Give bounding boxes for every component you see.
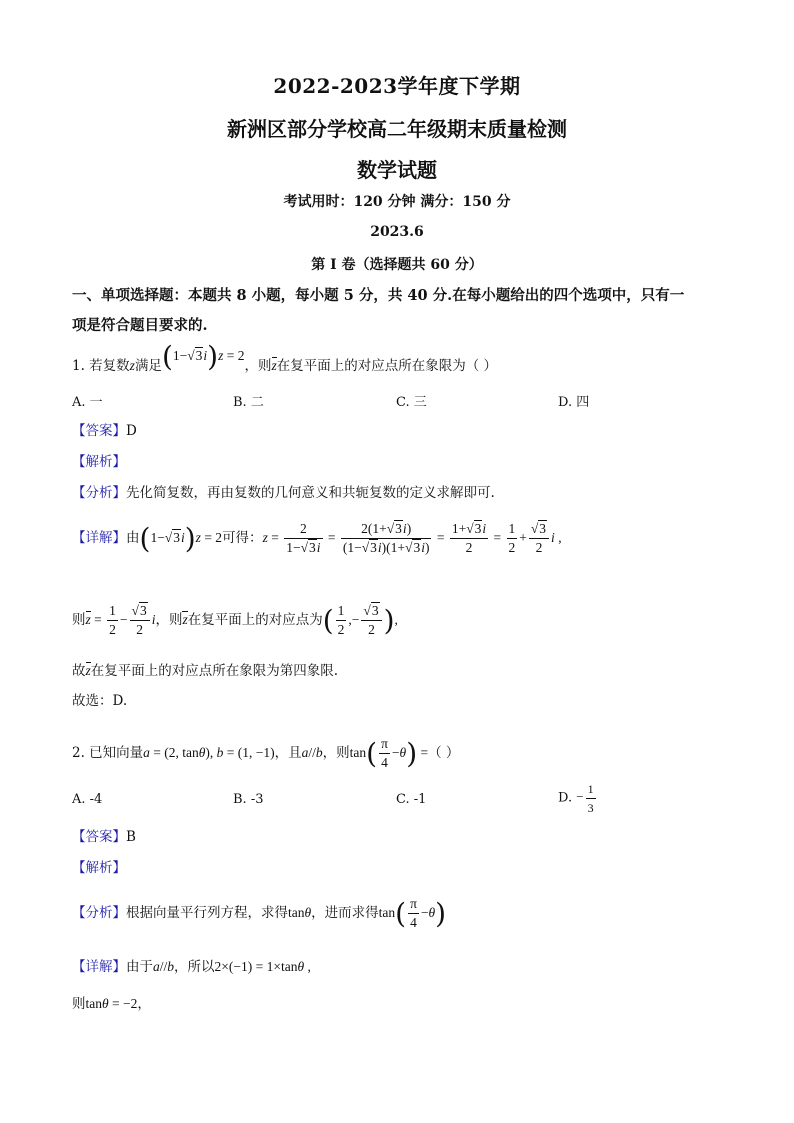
q1-option-d: D. 四 xyxy=(558,395,590,410)
q2-fenxi: 【分析】根据向量平行列方程，求得tanθ，进而求得tan( $\frac{\pi}{4}$ −θ) xyxy=(72,896,447,931)
question-2: 2. 已知向量a = (2, tanθ), b = (1, −1)，且a//b，则tan( $\frac{\pi}{4}$ −θ) =（ ） xyxy=(72,736,460,771)
q1-option-b: B. 二 xyxy=(233,395,264,410)
q1-option-c: C. 三 xyxy=(396,395,427,410)
question-1: 1. 若复数z满足(1−√3i)z = 2，则z在复平面上的对应点所在象限为（ ） xyxy=(72,339,498,374)
exam-info: 考试用时：120 分钟 满分：150 分 xyxy=(283,194,511,210)
q1-conjugate: 则z = $\frac{1}{2}$ − $\frac{√3}{2}$ i，则z在复平面上的对应点为( $\frac{1}{2}$ ,− $\frac{√3}{2}$ ), xyxy=(72,603,398,638)
volume-title: 第 I 卷（选择题共 60 分） xyxy=(311,257,483,273)
q2-option-c: C. -1 xyxy=(396,792,427,807)
title-year: 2022-2023学年度下学期 xyxy=(273,74,521,98)
q1-option-a: A. 一 xyxy=(72,395,103,410)
q2-option-a: A. -4 xyxy=(72,792,103,807)
exam-date: 2023.6 xyxy=(370,224,424,240)
q2-analysis-label: 【解析】 xyxy=(72,860,126,876)
q2-detail: 【详解】由于a//b，所以2×(−1) = 1×tanθ , xyxy=(72,959,311,975)
q2-option-b: B. -3 xyxy=(233,792,264,807)
q1-fenxi: 【分析】先化简复数，再由复数的几何意义和共轭复数的定义求解即可. xyxy=(72,485,495,501)
section-title-line1: 一、单项选择题：本题共 8 小题，每小题 5 分，共 40 分.在每小题给出的四个选项中，只有一 xyxy=(72,287,685,304)
q1-quadrant: 故z在复平面上的对应点所在象限为第四象限. xyxy=(72,663,339,679)
q2-answer: 【答案】B xyxy=(72,829,136,845)
q1-detail: 【详解】由(1−√3i)z = 2可得：z = $\frac{2}{1-√3i}$ = $\frac{2(1+√3i)}{(1-√3i)(1+√3i)}$ = $\frac{1+√3i}{2}$ = $\frac{1}{2}$ + $\frac{√3}{2}$ i , xyxy=(72,521,562,556)
q1-conclusion: 故选：D. xyxy=(72,693,128,709)
q1-analysis-label: 【解析】 xyxy=(72,454,126,470)
q2-result: 则tanθ = −2， xyxy=(72,996,151,1012)
q2-option-d: D. − $\frac{1}{3}$ xyxy=(558,782,594,815)
title-school: 新洲区部分学校高二年级期末质量检测 xyxy=(227,117,567,141)
section-title-line2: 项是符合题目要求的. xyxy=(72,317,208,334)
section-title xyxy=(72,281,732,341)
title-subject: 数学试题 xyxy=(357,158,437,182)
q1-answer: 【答案】D xyxy=(72,423,137,439)
